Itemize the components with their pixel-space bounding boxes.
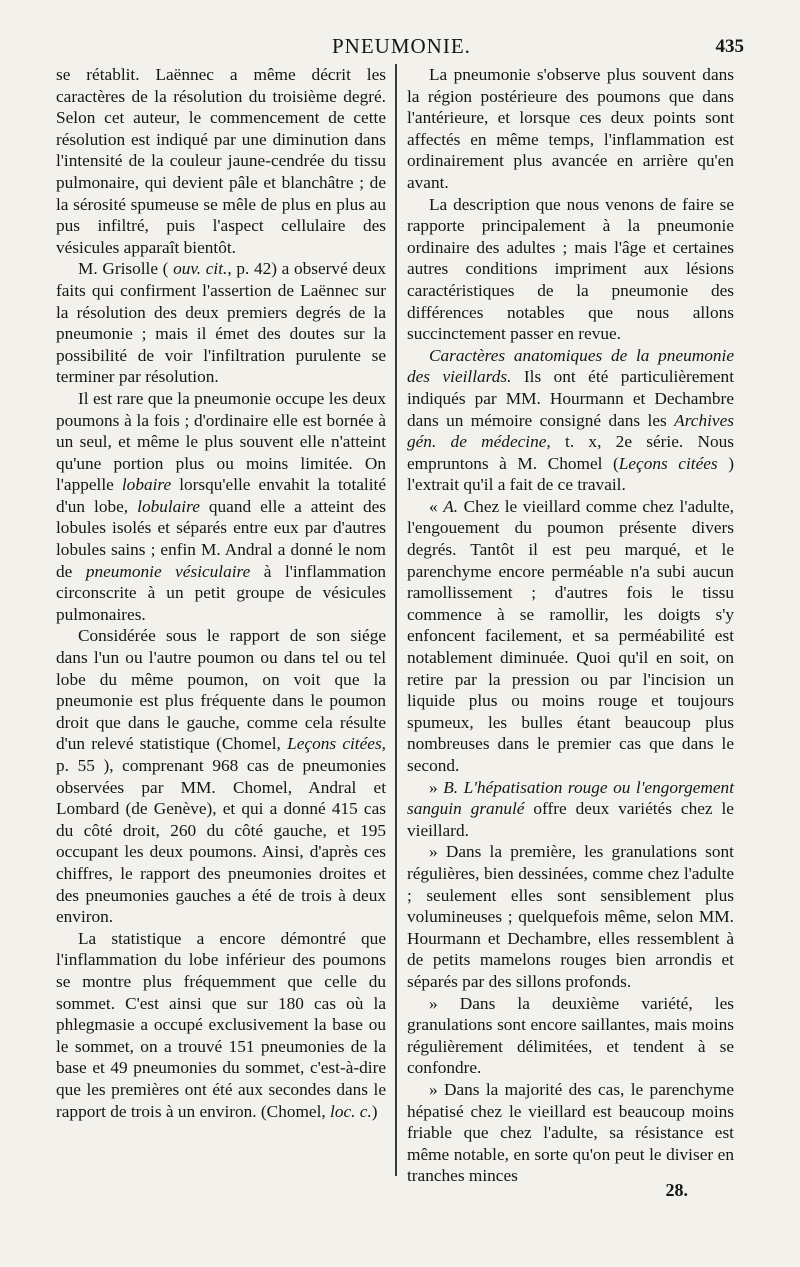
italic-text: ouv. cit. bbox=[173, 259, 228, 279]
left-column bbox=[56, 64, 386, 1122]
text-run: » bbox=[429, 777, 444, 797]
paragraph bbox=[407, 841, 734, 992]
signature-mark: 28. bbox=[665, 1180, 688, 1200]
text-run: La description que nous venons de faire se rapporte principalement à la pneumonie ordinaire des adultes ; mais l'âge et certaines autres conditions impriment aux lésions caractéristiques de la pneumonie des différences notables que nous allons succinctement passer en revue. bbox=[407, 194, 734, 344]
text-run: , p. 42) a observé deux faits qui confirment l'assertion de Laënnec sur la résolution des deux premiers degrés de la pneumonie ; mais il émet des doutes sur la possibilité de voir l'infiltration purulente se terminer par résolution. bbox=[56, 259, 386, 387]
paragraph bbox=[407, 496, 734, 777]
italic-text: Leçons citées, bbox=[287, 734, 386, 754]
right-column bbox=[407, 64, 734, 1187]
text-run: La pneumonie s'observe plus souvent dans la région postérieure des poumons que dans l'antérieure, et lorsque ces deux points sont affectés en même temps, l'inflammation est ordinairement plus avancée en arrière qu'en avant. bbox=[407, 65, 734, 192]
text-run: « bbox=[429, 496, 444, 516]
page-header bbox=[0, 34, 800, 64]
paragraph bbox=[56, 928, 386, 1122]
italic-text: lobaire bbox=[121, 475, 172, 495]
text-run: p. 55 ), comprenant 968 cas de pneumonies observées par MM. Chomel, Andral et Lombard (de Genève), et qui a donné 415 cas du côté droit, 260 du côté gauche, et 195 occupant les deux poumons. Ainsi, d'après ces chiffres, le rapport des pneumonies droites et des pneumonies gauches a été de trois à deux environ. bbox=[56, 756, 386, 927]
text-run: quand elle a atteint des lobules isolés et séparés entre eux par d'autres lobules sains ; enfin M. Andral a donné le nom de bbox=[56, 496, 387, 581]
italic-text: pneumonie vésiculaire bbox=[85, 561, 251, 581]
text-run: » Dans la majorité des cas, le parenchyme hépatisé chez le vieillard est beaucoup moins friable que chez l'adulte, sa résistance est même notable, en sorte qu'on peut le diviser en tranches minces bbox=[407, 1079, 734, 1186]
paragraph bbox=[407, 993, 734, 1079]
text-run: se rétablit. Laënnec a même décrit les caractères de la résolution du troisième degré. Selon cet auteur, le commencement de cette résolution est indiqué par une diminution dans l'intensité de la couleur jaune-cendrée du tissu pulmonaire, qui devient pâle et blanchâtre ; de la sérosité spumeuse se mêle de plus en plus au pus infiltré, puis l'aspect cellulaire des vésicules apparaît bientôt. bbox=[56, 65, 386, 257]
running-title: PNEUMONIE. bbox=[332, 34, 471, 58]
text-run: La statistique a encore démontré que l'inflammation du lobe inférieur des poumons se montre plus fréquemment que celle du sommet. C'est ainsi que sur 180 cas où la phlegmasie a occupé exclusivement la base ou le sommet, on a trouvé 151 pneumonies de la base et 49 pneumonies du sommet, c'est-à-dire que les premières ont été aux secondes dans le rapport de trois à un environ. (Chomel, bbox=[56, 928, 386, 1121]
text-run: Il est rare que la pneumonie occupe les deux poumons à la fois ; d'ordinaire elle est bornée à un seul, et même le plus souvent elle n'atteint qu'une portion plus ou moins limitée. On l'appelle bbox=[56, 388, 386, 495]
column-divider bbox=[395, 64, 397, 1176]
italic-text: B. L'hépatisation rouge ou l'engorgement sanguin granulé bbox=[407, 777, 734, 819]
text-run: t. x, 2e série. Nous empruntons à M. Chomel ( bbox=[407, 432, 734, 473]
text-run: Considérée sous le rapport de son siége dans l'un ou l'autre poumon ou dans tel ou tel lobe du même poumon, on voit que la pneumonie est plus fréquente dans le poumon droit que dans le gauche, comme cela résulte d'un relevé statistique (Chomel, bbox=[56, 626, 386, 754]
paragraph bbox=[407, 194, 734, 345]
text-run: » Dans la deuxième variété, les granulations sont encore saillantes, mais moins régulièrement délimitées, et tendent à se confondre. bbox=[407, 993, 734, 1078]
paragraph bbox=[407, 64, 734, 194]
paragraph bbox=[407, 345, 734, 496]
page-number: 435 bbox=[715, 36, 744, 57]
paragraph bbox=[56, 625, 386, 927]
text-run: ) bbox=[371, 1101, 378, 1121]
text-run: Chez le vieillard comme chez l'adulte, l'engouement du poumon présente divers degrés. Tantôt il est peu marqué, et le parenchyme encore perméable n'a subi aucun ramollissement ; d'autres fois le tissu commence à se ramollir, les doigts s'y enfoncent facilement, et sa perméabilité est notablement diminuée. Quoi qu'il en soit, on retire par la pression ou par l'incision un liquide plus ou moins rouge et toujours spumeux, les bulles étant beaucoup plus nombreuses dans le premier cas que dans le second. bbox=[407, 496, 734, 775]
italic-text: Archives gén. de médecine, bbox=[407, 410, 734, 452]
paragraph bbox=[407, 1079, 734, 1187]
paragraph bbox=[407, 777, 734, 842]
paragraph bbox=[56, 64, 386, 258]
text-run: M. Grisolle ( bbox=[78, 259, 174, 279]
italic-text: loc. c. bbox=[330, 1101, 372, 1121]
italic-text: Caractères anatomiques de la pneumonie des vieillards. bbox=[407, 345, 734, 387]
italic-text: lobulaire bbox=[137, 496, 200, 516]
paragraph bbox=[56, 258, 386, 388]
italic-text: A. bbox=[443, 496, 459, 516]
text-run: offre deux variétés chez le vieillard. bbox=[407, 799, 734, 840]
text-run: à l'inflammation circonscrite à un petit groupe de vésicules pulmonaires. bbox=[56, 561, 386, 624]
text-run: » Dans la première, les granulations sont régulières, bien dessinées, comme chez l'adulte ; seulement elles sont sensiblement plus volumineuses ; quelquefois même, selon MM. Hourmann et Dechambre, elles ressemblent à de petits mamelons rouges bien arrondis et séparés par des sillons profonds. bbox=[407, 842, 734, 991]
italic-text: Leçons citées bbox=[618, 453, 718, 473]
paragraph bbox=[56, 388, 386, 626]
text-run: ) l'extrait qu'il a fait de ce travail. bbox=[407, 453, 734, 495]
text-run: lorsqu'elle envahit la totalité d'un lobe, bbox=[56, 475, 386, 516]
text-run: Ils ont été particulièrement indiqués par MM. Hourmann et Dechambre dans un mémoire consigné dans les bbox=[407, 367, 734, 430]
